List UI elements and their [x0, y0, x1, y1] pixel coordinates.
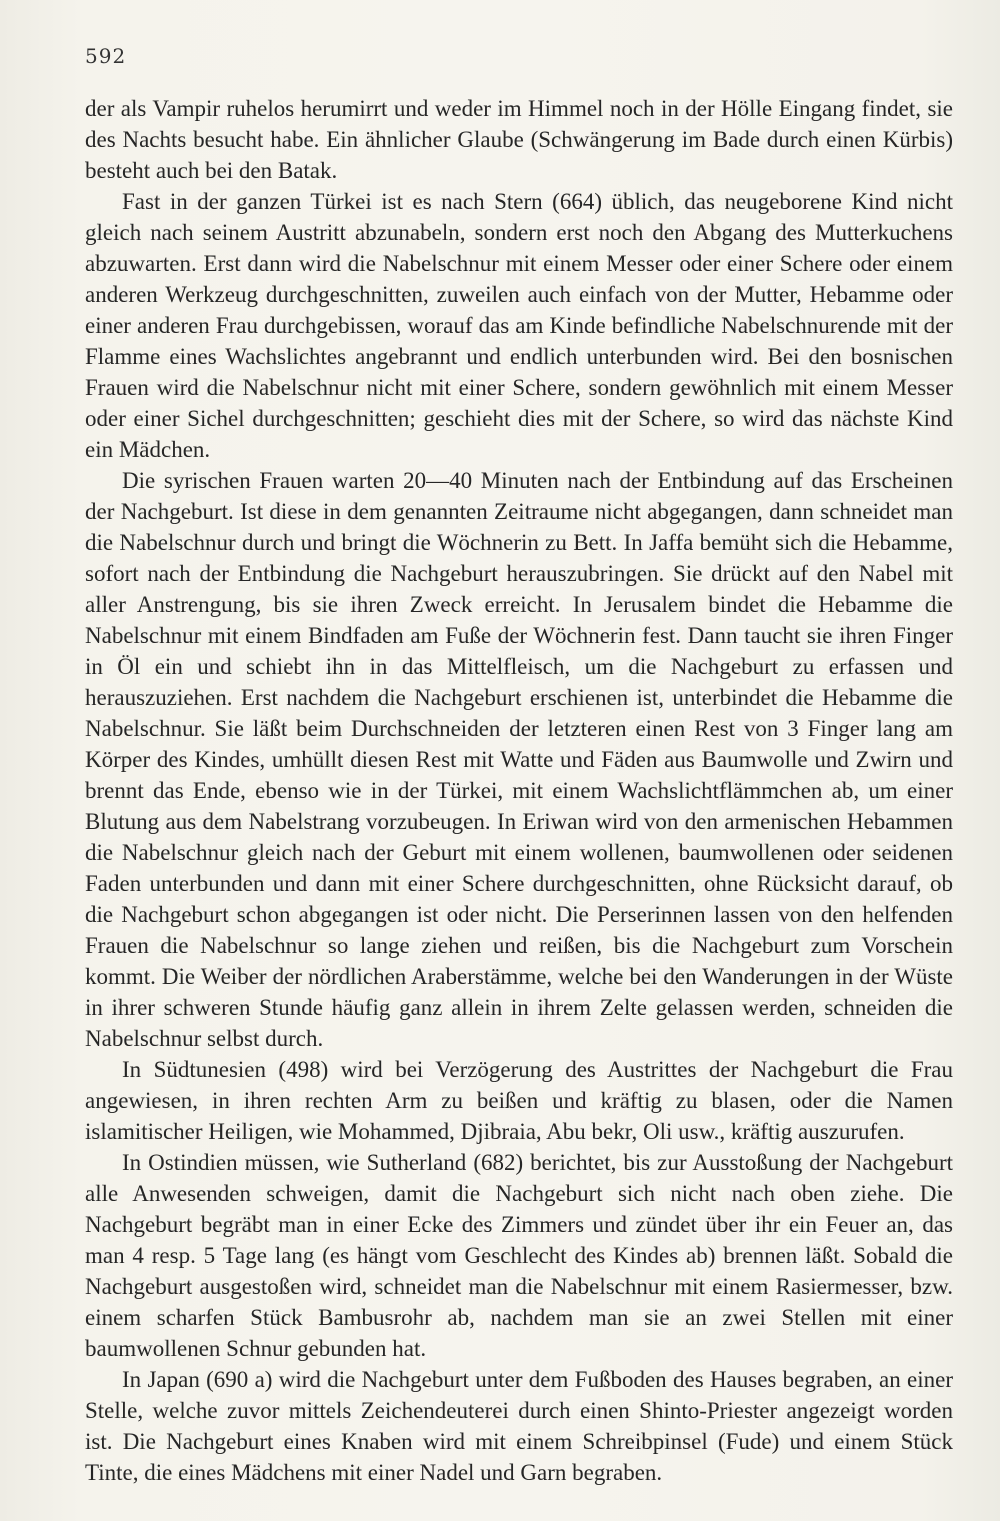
paragraph-vampir: der als Vampir ruhelos herumirrt und weder im Himmel noch in der Hölle Eingang findet, sie des Nachts besucht habe. Ein ähnlicher Glaube (Schwängerung im Bade durch einen Kürbis) besteht auch bei den Batak. [85, 96, 953, 183]
body-text [85, 93, 953, 1488]
paragraph-tuerkei: Fast in der ganzen Türkei ist es nach Stern (664) üblich, das neugeborene Kind nicht gleich nach seinem Austritt abzunabeln, sondern erst noch den Abgang des Mutterkuchens abzuwarten. Erst dann wird die Nabelschnur mit einem Messer oder einer Schere oder einem anderen Werkzeug durchgeschnitten, zuweilen auch einfach von der Mutter, Hebamme oder einer anderen Frau durchgebissen, worauf das am Kinde befindliche Nabelschnurende mit der Flamme eines Wachslichtes angebrannt und endlich unterbunden wird. Bei den bosnischen Frauen wird die Nabelschnur nicht mit einer Schere, sondern gewöhnlich mit einem Messer oder einer Sichel durchgeschnitten; geschieht dies mit der Schere, so wird das nächste Kind ein Mädchen. [85, 189, 953, 462]
paragraph-ostindien: In Ostindien müssen, wie Sutherland (682) berichtet, bis zur Ausstoßung der Nachgeburt alle Anwesenden schweigen, damit die Nachgeburt sich nicht nach oben ziehe. Die Nachgeburt begräbt man in einer Ecke des Zimmers und zündet über ihr ein Feuer an, das man 4 resp. 5 Tage lang (es hängt vom Geschlecht des Kindes ab) brennen läßt. Sobald die Nachgeburt ausgestoßen wird, schneidet man die Nabelschnur mit einem Rasiermesser, bzw. einem scharfen Stück Bambusrohr ab, nachdem man sie an zwei Stellen mit einer baumwollenen Schnur gebunden hat. [85, 1150, 953, 1361]
paragraph-suedtunesien: In Südtunesien (498) wird bei Verzögerung des Austrittes der Nachgeburt die Frau angewiesen, in ihren rechten Arm zu beißen und kräftig zu blasen, oder die Namen islamitischer Heiligen, wie Mohammed, Djibraia, Abu bekr, Oli usw., kräftig auszurufen. [85, 1057, 953, 1144]
paragraph-syrien: Die syrischen Frauen warten 20—40 Minuten nach der Entbindung auf das Erscheinen der Nachgeburt. Ist diese in dem genannten Zeitraume nicht abgegangen, dann schneidet man die Nabelschnur durch und bringt die Wöchnerin zu Bett. In Jaffa bemüht sich die Hebamme, sofort nach der Entbindung die Nachgeburt herauszubringen. Sie drückt auf den Nabel mit aller Anstrengung, bis sie ihren Zweck erreicht. In Jerusalem bindet die Hebamme die Nabelschnur mit einem Bindfaden am Fuße der Wöchnerin fest. Dann taucht sie ihren Finger in Öl ein und schiebt ihn in das Mittelfleisch, um die Nachgeburt zu erfassen und herauszuziehen. Erst nachdem die Nachgeburt erschienen ist, unterbindet die Hebamme die Nabelschnur. Sie läßt beim Durchschneiden der letzteren einen Rest von 3 Finger lang am Körper des Kindes, umhüllt diesen Rest mit Watte und Fäden aus Baumwolle und Zwirn und brennt das Ende, ebenso wie in der Türkei, mit einem Wachslichtflämmchen ab, um einer Blutung aus dem Nabelstrang vorzubeugen. In Eriwan wird von den armenischen Hebammen die Nabelschnur gleich nach der Geburt mit einem wollenen, baumwollenen oder seidenen Faden unterbunden und dann mit einer Schere durchgeschnitten, ohne Rücksicht darauf, ob die Nachgeburt schon abgegangen ist oder nicht. Die Perserinnen lassen von den helfenden Frauen die Nabelschnur so lange ziehen und reißen, bis die Nachgeburt zum Vorschein kommt. Die Weiber der nördlichen Araberstämme, welche bei den Wanderungen in der Wüste in ihrer schweren Stunde häufig ganz allein in ihrem Zelte gelassen werden, schneiden die Nabelschnur selbst durch. [85, 468, 953, 1051]
paragraph-japan: In Japan (690 a) wird die Nachgeburt unter dem Fußboden des Hauses begraben, an einer Stelle, welche zuvor mittels Zeichendeuterei durch einen Shinto-Priester angezeigt worden ist. Die Nachgeburt eines Knaben wird mit einem Schreibpinsel (Fude) und einem Stück Tinte, die eines Mädchens mit einer Nadel und Garn begraben. [85, 1367, 953, 1485]
page-number: 592 [85, 44, 127, 68]
